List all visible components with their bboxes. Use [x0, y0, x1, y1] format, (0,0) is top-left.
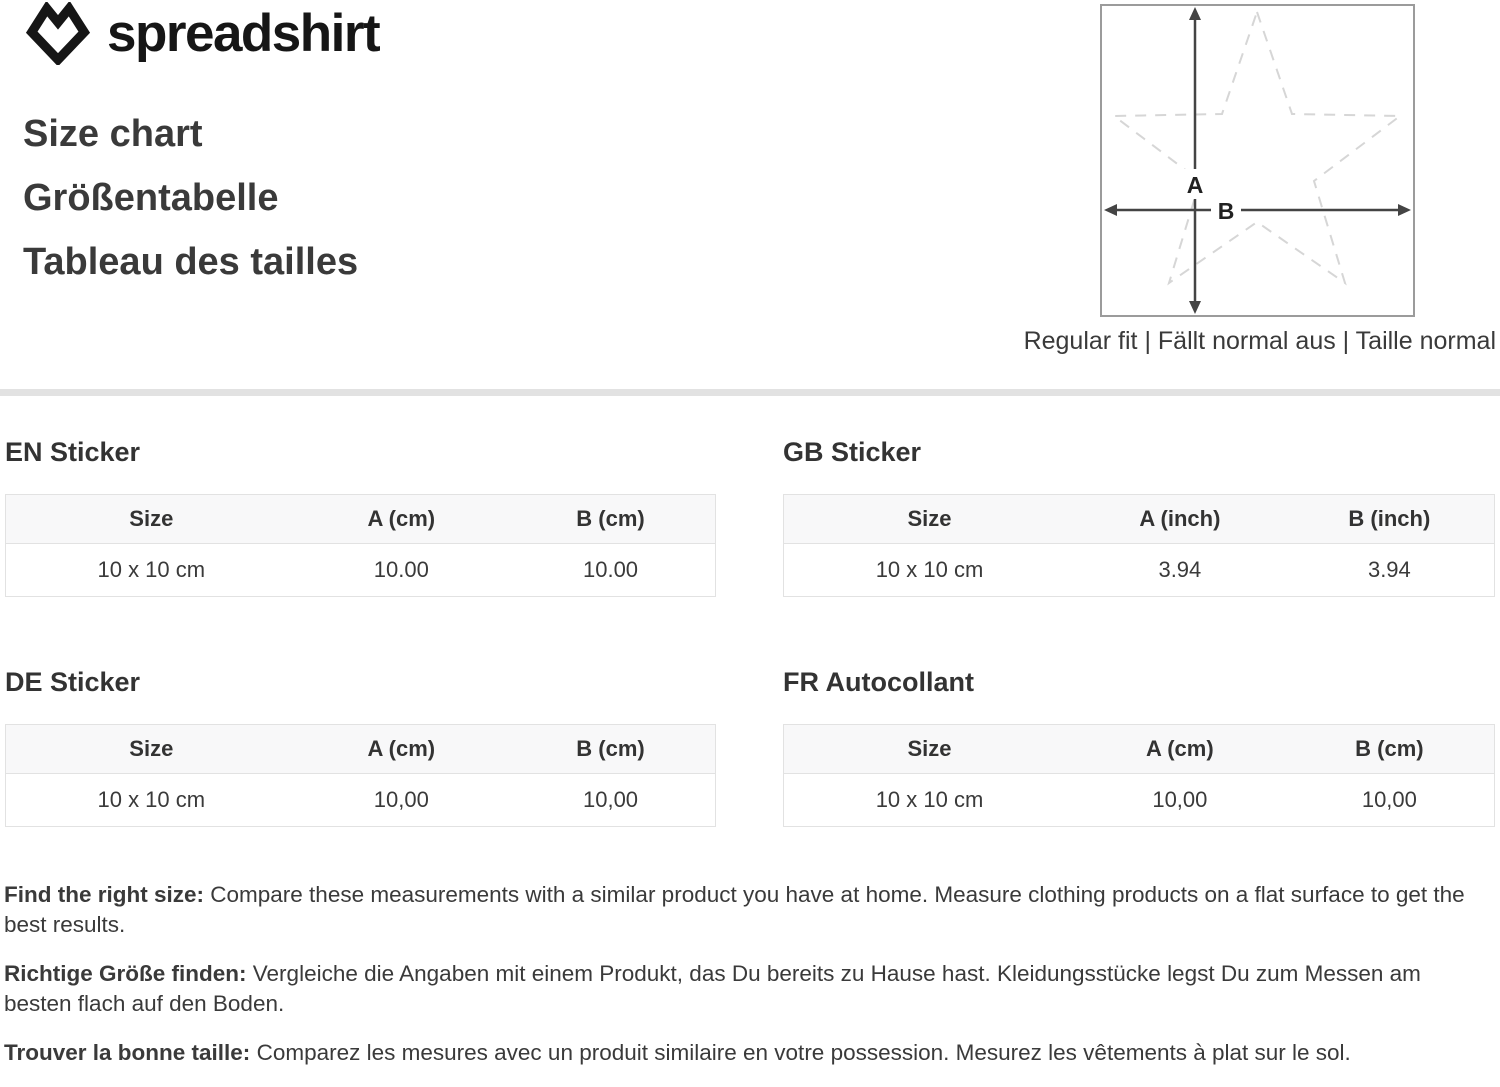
column-header-size: Size [784, 495, 1076, 544]
size-table [783, 724, 1495, 827]
star-outline [1114, 12, 1400, 283]
note-de-text: Vergleiche die Angaben mit einem Produkt, das Du bereits zu Hause hast. Kleidungsstücke legst Du zum Messen am besten flach auf den Boden. [4, 961, 1421, 1016]
section-heading: EN Sticker [5, 437, 141, 467]
a-value-cell: 10.00 [297, 544, 506, 597]
size-cell: 10 x 10 cm [784, 774, 1076, 827]
size-section-fr [783, 667, 1495, 827]
column-header-size: Size [6, 495, 297, 544]
page-title-en: Size chart [23, 113, 203, 155]
note-de-lead: Richtige Größe finden: [4, 961, 247, 986]
page-titles [23, 102, 358, 294]
note-fr-lead: Trouver la bonne taille: [4, 1040, 251, 1065]
header-row [6, 495, 716, 544]
fit-caption: Regular fit | Fällt normal aus | Taille normal [1023, 327, 1496, 355]
section-heading: DE Sticker [5, 667, 141, 697]
measurement-diagram-svg [1100, 4, 1415, 317]
arrow-a-head-top [1189, 7, 1201, 20]
spreadshirt-heart-icon [25, 2, 91, 65]
note-de [4, 959, 1484, 1019]
b-value-cell: 10.00 [506, 544, 715, 597]
column-header-b: B (cm) [506, 495, 715, 544]
section-heading: GB Sticker [783, 437, 922, 467]
column-header-b: B (cm) [506, 725, 715, 774]
column-header-a: A (inch) [1075, 495, 1285, 544]
table-row [6, 774, 716, 827]
measurement-diagram [1100, 4, 1415, 317]
note-fr-text: Comparez les mesures avec un produit similaire en votre possession. Mesurez les vêtements à plat sur le sol. [256, 1040, 1351, 1065]
note-en-text: Compare these measurements with a similar product you have at home. Measure clothing products on a flat surface to get the best results. [4, 882, 1465, 937]
size-table [783, 494, 1495, 597]
arrow-a-head-bottom [1189, 301, 1201, 314]
size-cell: 10 x 10 cm [6, 544, 297, 597]
brand-header [25, 2, 379, 65]
b-value-cell: 10,00 [1285, 774, 1495, 827]
note-en-lead: Find the right size: [4, 882, 204, 907]
a-value-cell: 10,00 [297, 774, 506, 827]
section-divider [0, 389, 1500, 396]
label-a: A [1186, 172, 1204, 198]
size-section-gb [783, 437, 1495, 597]
brand-wordmark: spreadshirt [107, 4, 380, 63]
size-table [5, 724, 716, 827]
header-row [6, 725, 716, 774]
b-value-cell: 10,00 [506, 774, 715, 827]
header-row [784, 725, 1495, 774]
page-title-de: Größentabelle [23, 177, 279, 219]
size-tables-grid [5, 396, 1495, 827]
size-section-de [5, 667, 716, 827]
sizing-notes [4, 880, 1484, 1087]
size-cell: 10 x 10 cm [6, 774, 297, 827]
table-row [784, 544, 1495, 597]
size-cell: 10 x 10 cm [784, 544, 1076, 597]
label-b: B [1217, 198, 1235, 224]
header-row [784, 495, 1495, 544]
note-fr [4, 1038, 1484, 1068]
diagram-frame [1101, 5, 1414, 316]
column-header-b: B (cm) [1285, 725, 1495, 774]
size-section-en [5, 437, 716, 597]
a-value-cell: 3.94 [1075, 544, 1285, 597]
column-header-size: Size [784, 725, 1076, 774]
table-row [6, 544, 716, 597]
column-header-b: B (inch) [1285, 495, 1495, 544]
size-table [5, 494, 716, 597]
page-title-fr: Tableau des tailles [23, 241, 359, 283]
section-heading: FR Autocollant [783, 667, 974, 697]
table-row [784, 774, 1495, 827]
note-en [4, 880, 1484, 940]
column-header-a: A (cm) [297, 495, 506, 544]
column-header-size: Size [6, 725, 297, 774]
column-header-a: A (cm) [297, 725, 506, 774]
b-value-cell: 3.94 [1285, 544, 1495, 597]
column-header-a: A (cm) [1075, 725, 1285, 774]
arrow-b-head-left [1104, 204, 1117, 216]
a-value-cell: 10,00 [1075, 774, 1285, 827]
arrow-b-head-right [1398, 204, 1411, 216]
